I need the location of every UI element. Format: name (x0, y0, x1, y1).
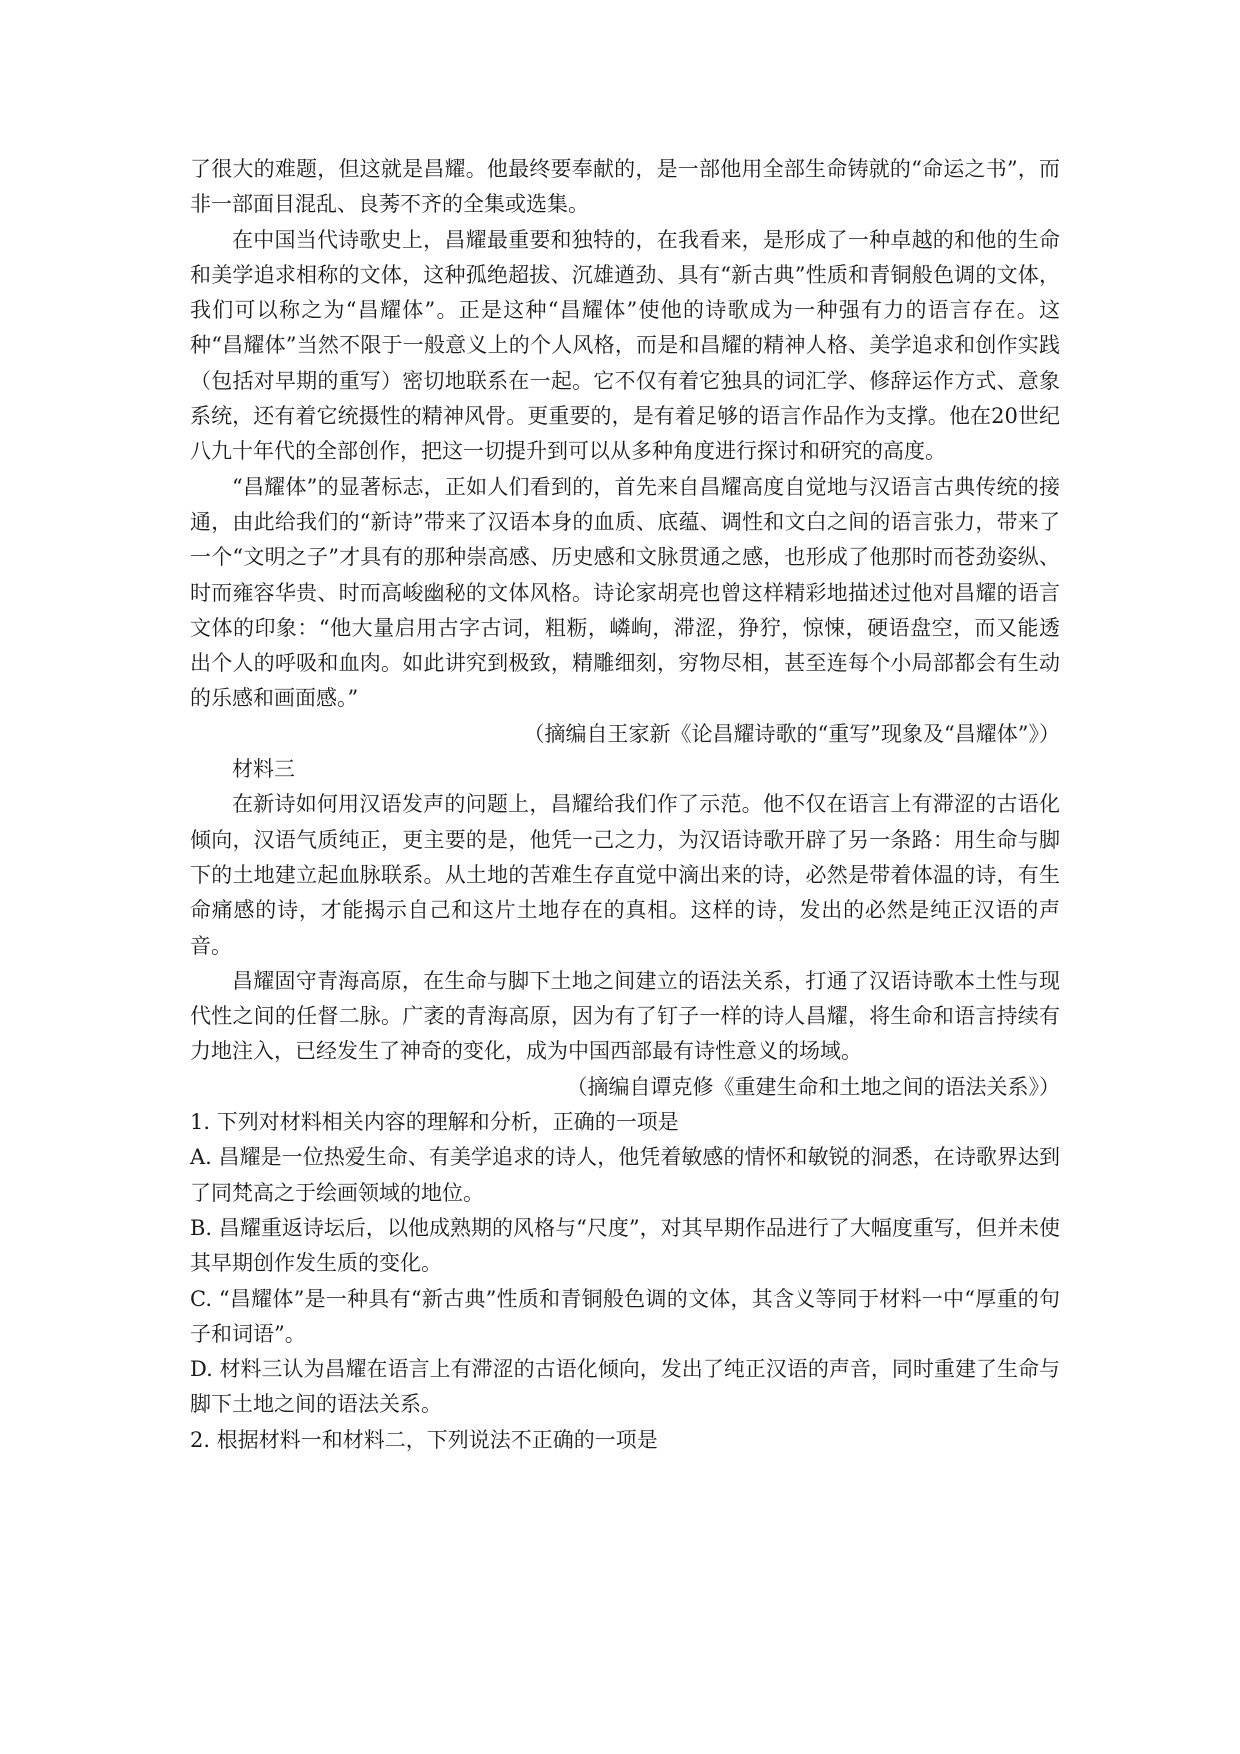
question-1-option-c: C. “昌耀体”是一种具有“新古典”性质和青铜般色调的文体，其含义等同于材料一中“厚重的句子和词语”。 (190, 1286, 1060, 1346)
question-1-option-a: A. 昌耀是一位热爱生命、有美学追求的诗人，他凭着敏感的情怀和敏锐的洞悉，在诗歌界达到了同梵高之于绘画领域的地位。 (190, 1145, 1060, 1205)
question-1-option-b: B. 昌耀重返诗坛后，以他成熟期的风格与“尺度”，对其早期作品进行了大幅度重写，但并未使其早期创作发生质的变化。 (190, 1215, 1060, 1276)
document-page (190, 152, 1060, 1458)
material-three-heading: 材料三 (232, 757, 295, 782)
source-citation-wang-jiaxin: （摘编自王家新《论昌耀诗歌的“重写”现象及“昌耀体”》） (523, 721, 1060, 746)
paragraph-style-features: “昌耀体”的显著标志，正如人们看到的，首先来自昌耀高度自觉地与汉语言古典传统的接通，由此给我们的“新诗”带来了汉语本身的血质、底蕴、调性和文白之间的语言张力，带来了一个“文明之子”才具有的那种崇高感、历史感和文脉贯通之感，也形成了他那时而苍劲姿纵、时而雍容华贵、时而高峻幽秘的文体风格。诗论家胡亮也曾这样精彩地描述过他对昌耀的语言文体的印象：“他大量启用古字古词，粗粝，嶙峋，滞涩，狰狞，惊悚，硬语盘空，而又能透出个人的呼吸和血肉。如此讲究到极致，精雕细刻，穷物尽相，甚至连每个小局部都会有生动的乐感和画面感。” (190, 474, 1060, 711)
paragraph-material-three-1: 在新诗如何用汉语发声的问题上，昌耀给我们作了示范。他不仅在语言上有滞涩的古语化倾向，汉语气质纯正，更主要的是，他凭一己之力，为汉语诗歌开辟了另一条路：用生命与脚下的土地建立起血脉联系。从土地的苦难生存直觉中滴出来的诗，必然是带着体温的诗，有生命痛感的诗，才能揭示自己和这片土地存在的真相。这样的诗，发出的必然是纯正汉语的声音。 (190, 792, 1060, 958)
source-citation-tan-kexiu: （摘编自谭克修《重建生命和土地之间的语法关系》） (566, 1074, 1060, 1099)
paragraph-continuation: 了很大的难题，但这就是昌耀。他最终要奉献的，是一部他用全部生命铸就的“命运之书”，而非一部面目混乱、良莠不齐的全集或选集。 (190, 157, 1060, 217)
question-1: 1. 下列对材料相关内容的理解和分析，正确的一项是 (190, 1110, 679, 1135)
question-1-option-d: D. 材料三认为昌耀在语言上有滞涩的古语化倾向，发出了纯正汉语的声音，同时重建了生命与脚下土地之间的语法关系。 (190, 1357, 1060, 1417)
paragraph-changyao-style: 在中国当代诗歌史上，昌耀最重要和独特的，在我看来，是形成了一种卓越的和他的生命和美学追求相称的文体，这种孤绝超拔、沉雄遒劲、具有“新古典”性质和青铜般色调的文体，我们可以称之为“昌耀体”。正是这种“昌耀体”使他的诗歌成为一种强有力的语言存在。这种“昌耀体”当然不限于一般意义上的个人风格，而是和昌耀的精神人格、美学追求和创作实践（包括对早期的重写）密切地联系在一起。它不仅有着它独具的词汇学、修辞运作方式、意象系统，还有着它统摄性的精神风骨。更重要的，是有着足够的语言作品作为支撑。他在20世纪八九十年代的全部创作，把这一切提升到可以从多种角度进行探讨和研究的高度。 (190, 227, 1060, 464)
question-2: 2. 根据材料一和材料二，下列说法不正确的一项是 (190, 1427, 658, 1452)
paragraph-material-three-2: 昌耀固守青海高原，在生命与脚下土地之间建立的语法关系，打通了汉语诗歌本土性与现代性之间的任督二脉。广袤的青海高原，因为有了钉子一样的诗人昌耀，将生命和语言持续有力地注入，已经发生了神奇的变化，成为中国西部最有诗性意义的场域。 (190, 968, 1060, 1064)
